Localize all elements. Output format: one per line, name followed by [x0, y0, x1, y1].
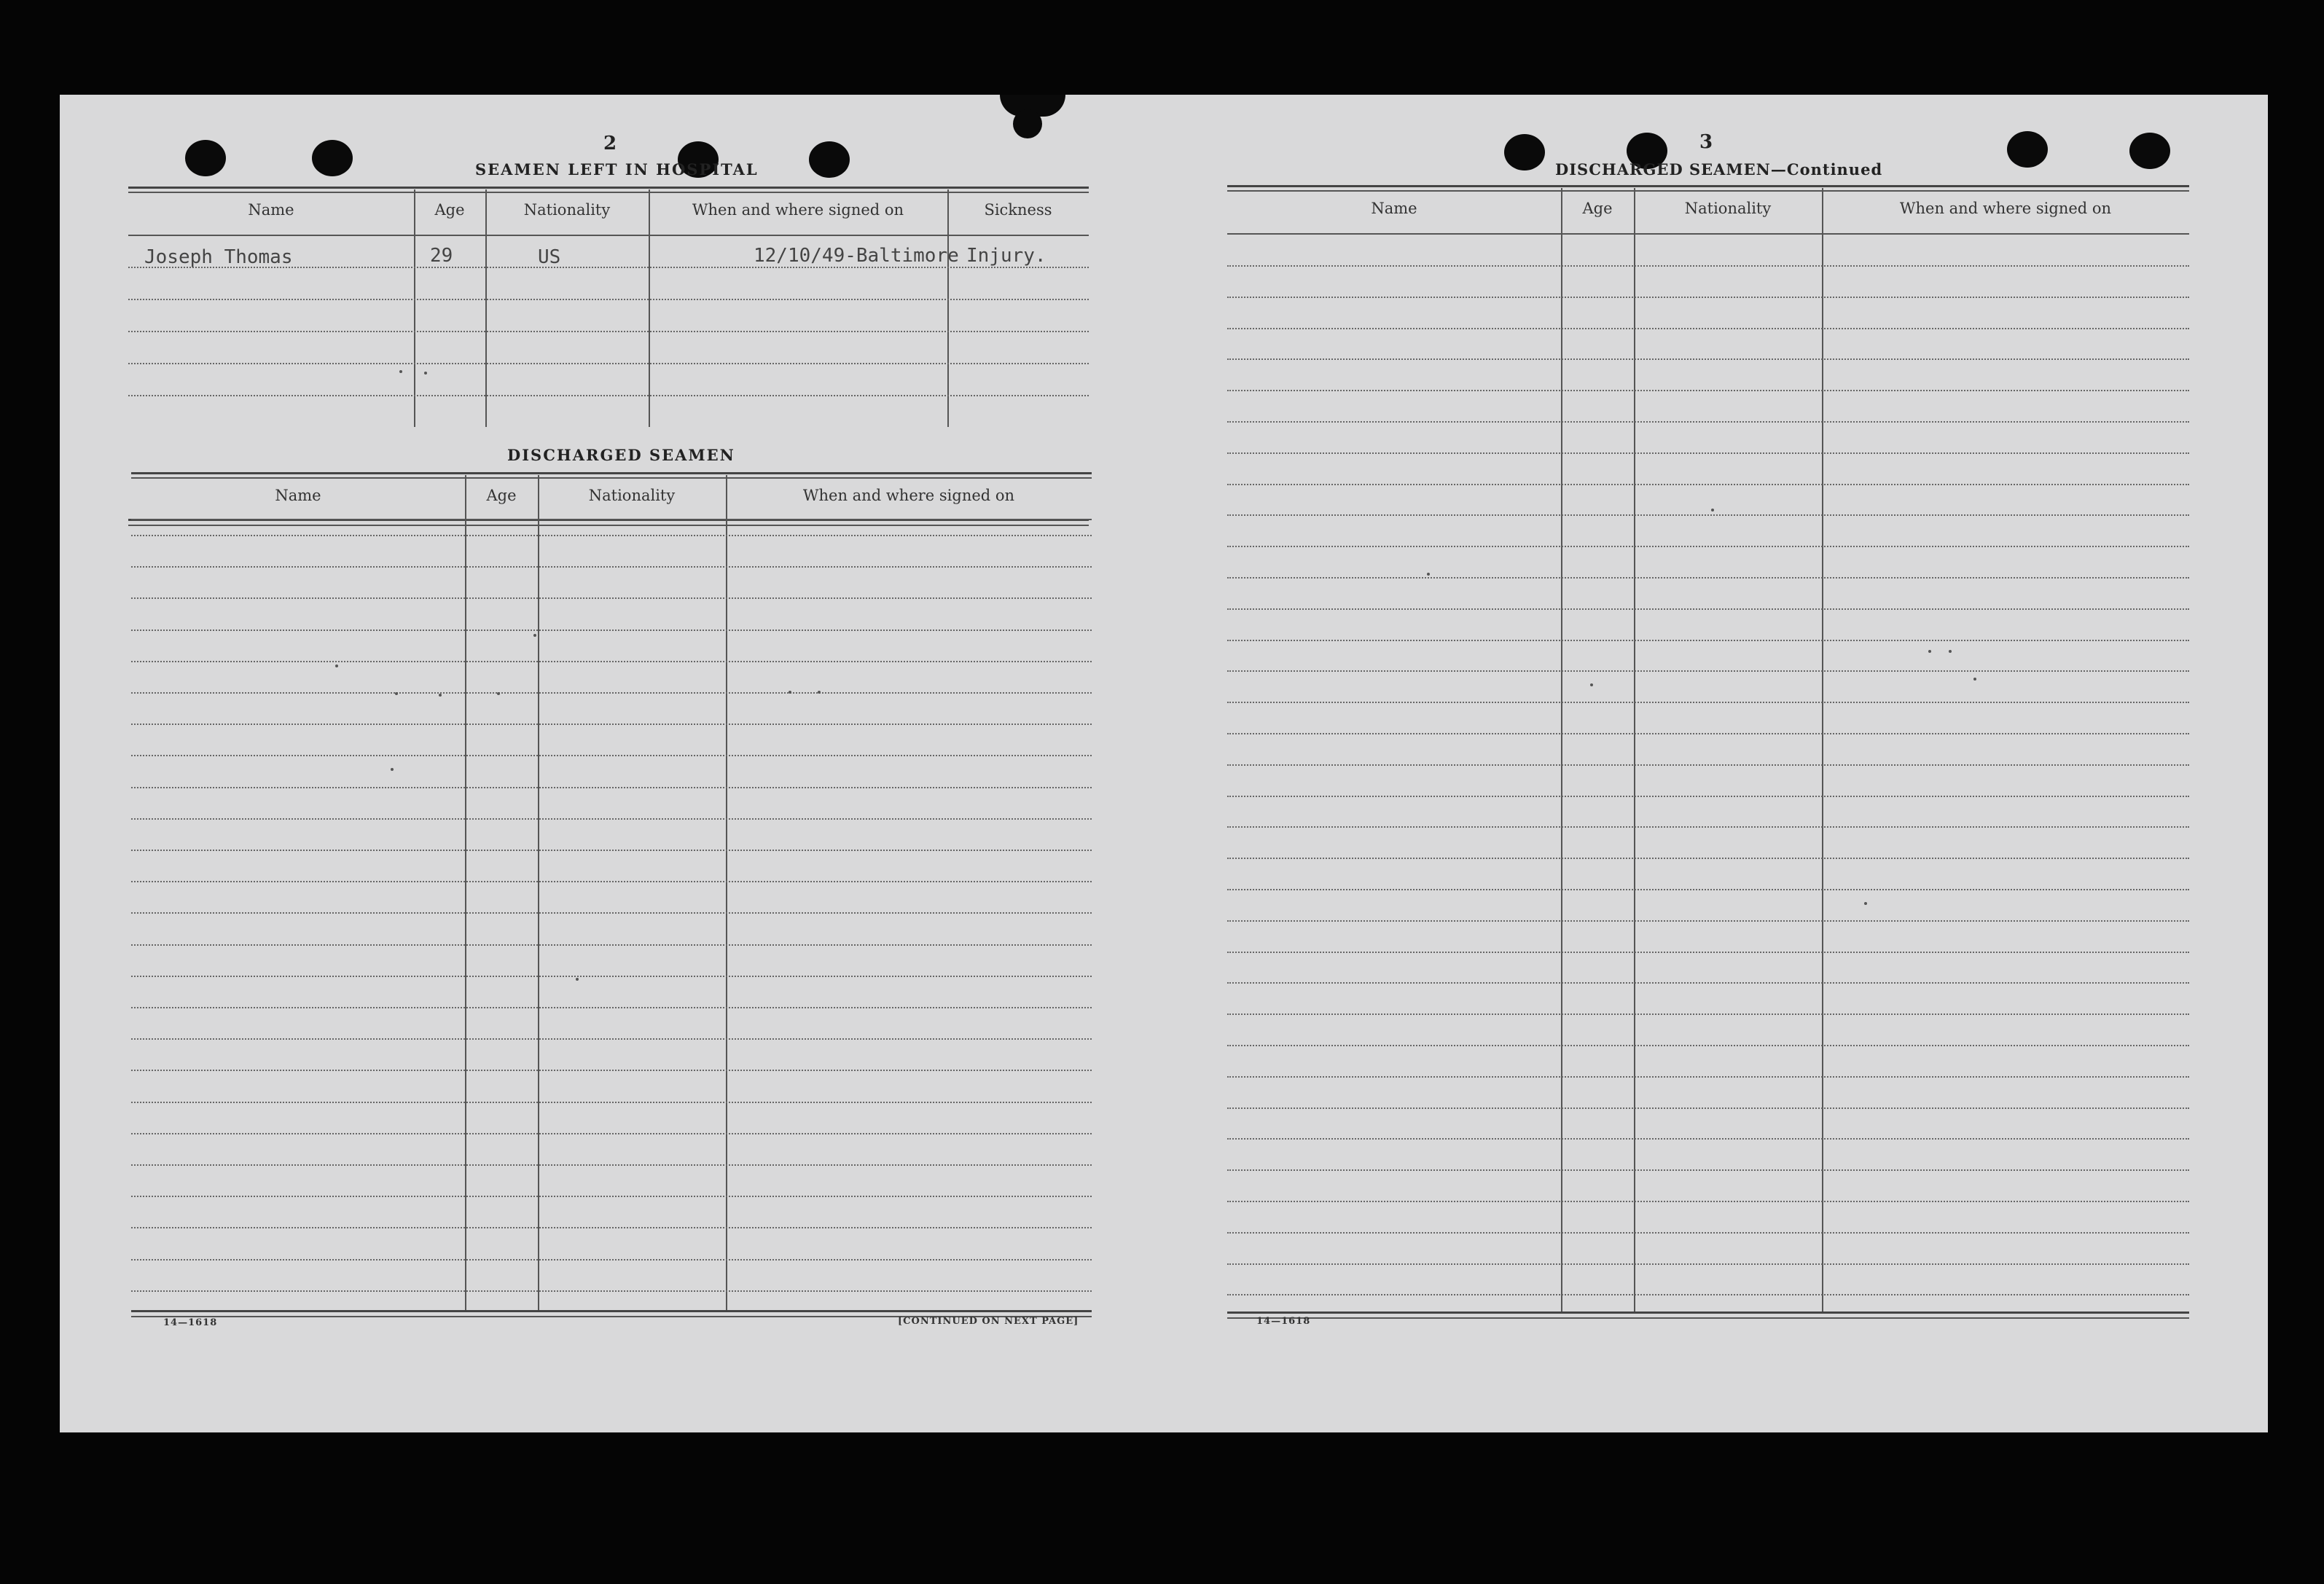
ruled-line: [1227, 1013, 2189, 1015]
ruled-line: [1227, 982, 2189, 984]
punch-hole: [185, 140, 226, 176]
ruled-line: [1227, 796, 2189, 797]
column-header: Age: [486, 487, 517, 504]
form-number: 14—1618: [1256, 1316, 1311, 1327]
ruled-line: [1227, 297, 2189, 298]
seaman-sickness: Injury.: [966, 245, 1046, 267]
ruled-line: [131, 1196, 1092, 1197]
ruled-line: [131, 1290, 1092, 1292]
column-header: Nationality: [588, 487, 676, 504]
seaman-nationality: US: [538, 246, 561, 268]
discharged-section-title: DISCHARGED SEAMEN: [507, 446, 735, 464]
seaman-signed-on: 12/10/49-Baltimore: [754, 245, 959, 267]
ruled-line: [1227, 670, 2189, 672]
ruled-line: [131, 724, 1092, 725]
column-header: When and where signed on: [692, 201, 904, 219]
ruled-line: [131, 912, 1092, 914]
ruled-line: [1227, 577, 2189, 579]
ruled-line: [131, 1007, 1092, 1008]
ruled-line: [1227, 1076, 2189, 1078]
ruled-line: [131, 1259, 1092, 1260]
column-header: Name: [1371, 200, 1417, 217]
hospital-table: [128, 187, 1089, 427]
column-header: Age: [1582, 200, 1613, 217]
ruled-line: [1227, 702, 2189, 703]
ruled-line: [1227, 514, 2189, 516]
discharged-table: [131, 472, 1092, 1310]
ruled-line: [131, 535, 1092, 536]
paper-tear: [1013, 109, 1042, 138]
ruled-line: [1227, 952, 2189, 953]
punch-hole: [312, 140, 353, 176]
ruled-line: [131, 1133, 1092, 1134]
column-header: Nationality: [523, 201, 611, 219]
continued-note: [CONTINUED ON NEXT PAGE]: [898, 1316, 1079, 1327]
punch-hole: [1504, 134, 1545, 170]
left-page: [60, 95, 1153, 1432]
ruled-line: [1227, 1263, 2189, 1265]
discharged-continued-table: [1227, 185, 2189, 1311]
ruled-line: [131, 787, 1092, 788]
ruled-line: [1227, 265, 2189, 267]
ruled-line: [1227, 1169, 2189, 1171]
ruled-line: [1227, 826, 2189, 828]
ruled-line: [131, 881, 1092, 882]
column-header: Age: [434, 201, 465, 219]
ruled-line: [1227, 484, 2189, 485]
ruled-line: [1227, 764, 2189, 766]
right-page: [1121, 95, 2268, 1432]
ruled-line: [1227, 920, 2189, 922]
ruled-line: [1227, 1294, 2189, 1295]
seaman-name: Joseph Thomas: [144, 246, 293, 268]
form-number: 14—1618: [163, 1317, 218, 1328]
page-number: 3: [1699, 131, 1713, 153]
ruled-line: [1227, 546, 2189, 547]
seaman-age: 29: [430, 245, 453, 267]
column-header: Sickness: [984, 201, 1052, 219]
ruled-line: [1227, 1045, 2189, 1046]
ruled-line: [1227, 1138, 2189, 1140]
punch-hole: [2007, 131, 2048, 168]
ruled-line: [131, 850, 1092, 851]
ruled-line: [1227, 358, 2189, 360]
ruled-line: [1227, 390, 2189, 391]
ruled-line: [131, 1227, 1092, 1228]
punch-hole: [809, 141, 850, 178]
ruled-line: [131, 755, 1092, 756]
page-number: 2: [603, 133, 617, 154]
ruled-line: [131, 566, 1092, 568]
punch-hole: [2129, 133, 2170, 169]
column-header: When and where signed on: [802, 487, 1015, 504]
ruled-line: [131, 597, 1092, 599]
ruled-line: [131, 630, 1092, 631]
ruled-line: [1227, 640, 2189, 641]
column-header: When and where signed on: [1899, 200, 2112, 217]
ruled-line: [1227, 1107, 2189, 1109]
ruled-line: [1227, 858, 2189, 859]
column-header: Name: [248, 201, 294, 219]
ruled-line: [131, 944, 1092, 946]
ruled-line: [131, 1038, 1092, 1040]
ruled-line: [131, 692, 1092, 694]
ruled-line: [131, 818, 1092, 820]
ruled-line: [1227, 421, 2189, 423]
ruled-line: [131, 1102, 1092, 1103]
column-header: Nationality: [1684, 200, 1772, 217]
column-header: Name: [275, 487, 321, 504]
ruled-line: [131, 1070, 1092, 1071]
hospital-section-title: SEAMEN LEFT IN HOSPITAL: [475, 160, 759, 179]
discharged-continued-title: DISCHARGED SEAMEN—Continued: [1555, 160, 1883, 179]
ruled-line: [1227, 1201, 2189, 1202]
ruled-line: [1227, 608, 2189, 610]
ruled-line: [131, 976, 1092, 977]
ruled-line: [1227, 452, 2189, 454]
ruled-line: [1227, 1232, 2189, 1234]
ruled-line: [1227, 733, 2189, 734]
ruled-line: [131, 1164, 1092, 1166]
ruled-line: [1227, 889, 2189, 890]
ruled-line: [131, 661, 1092, 662]
ruled-line: [1227, 328, 2189, 329]
